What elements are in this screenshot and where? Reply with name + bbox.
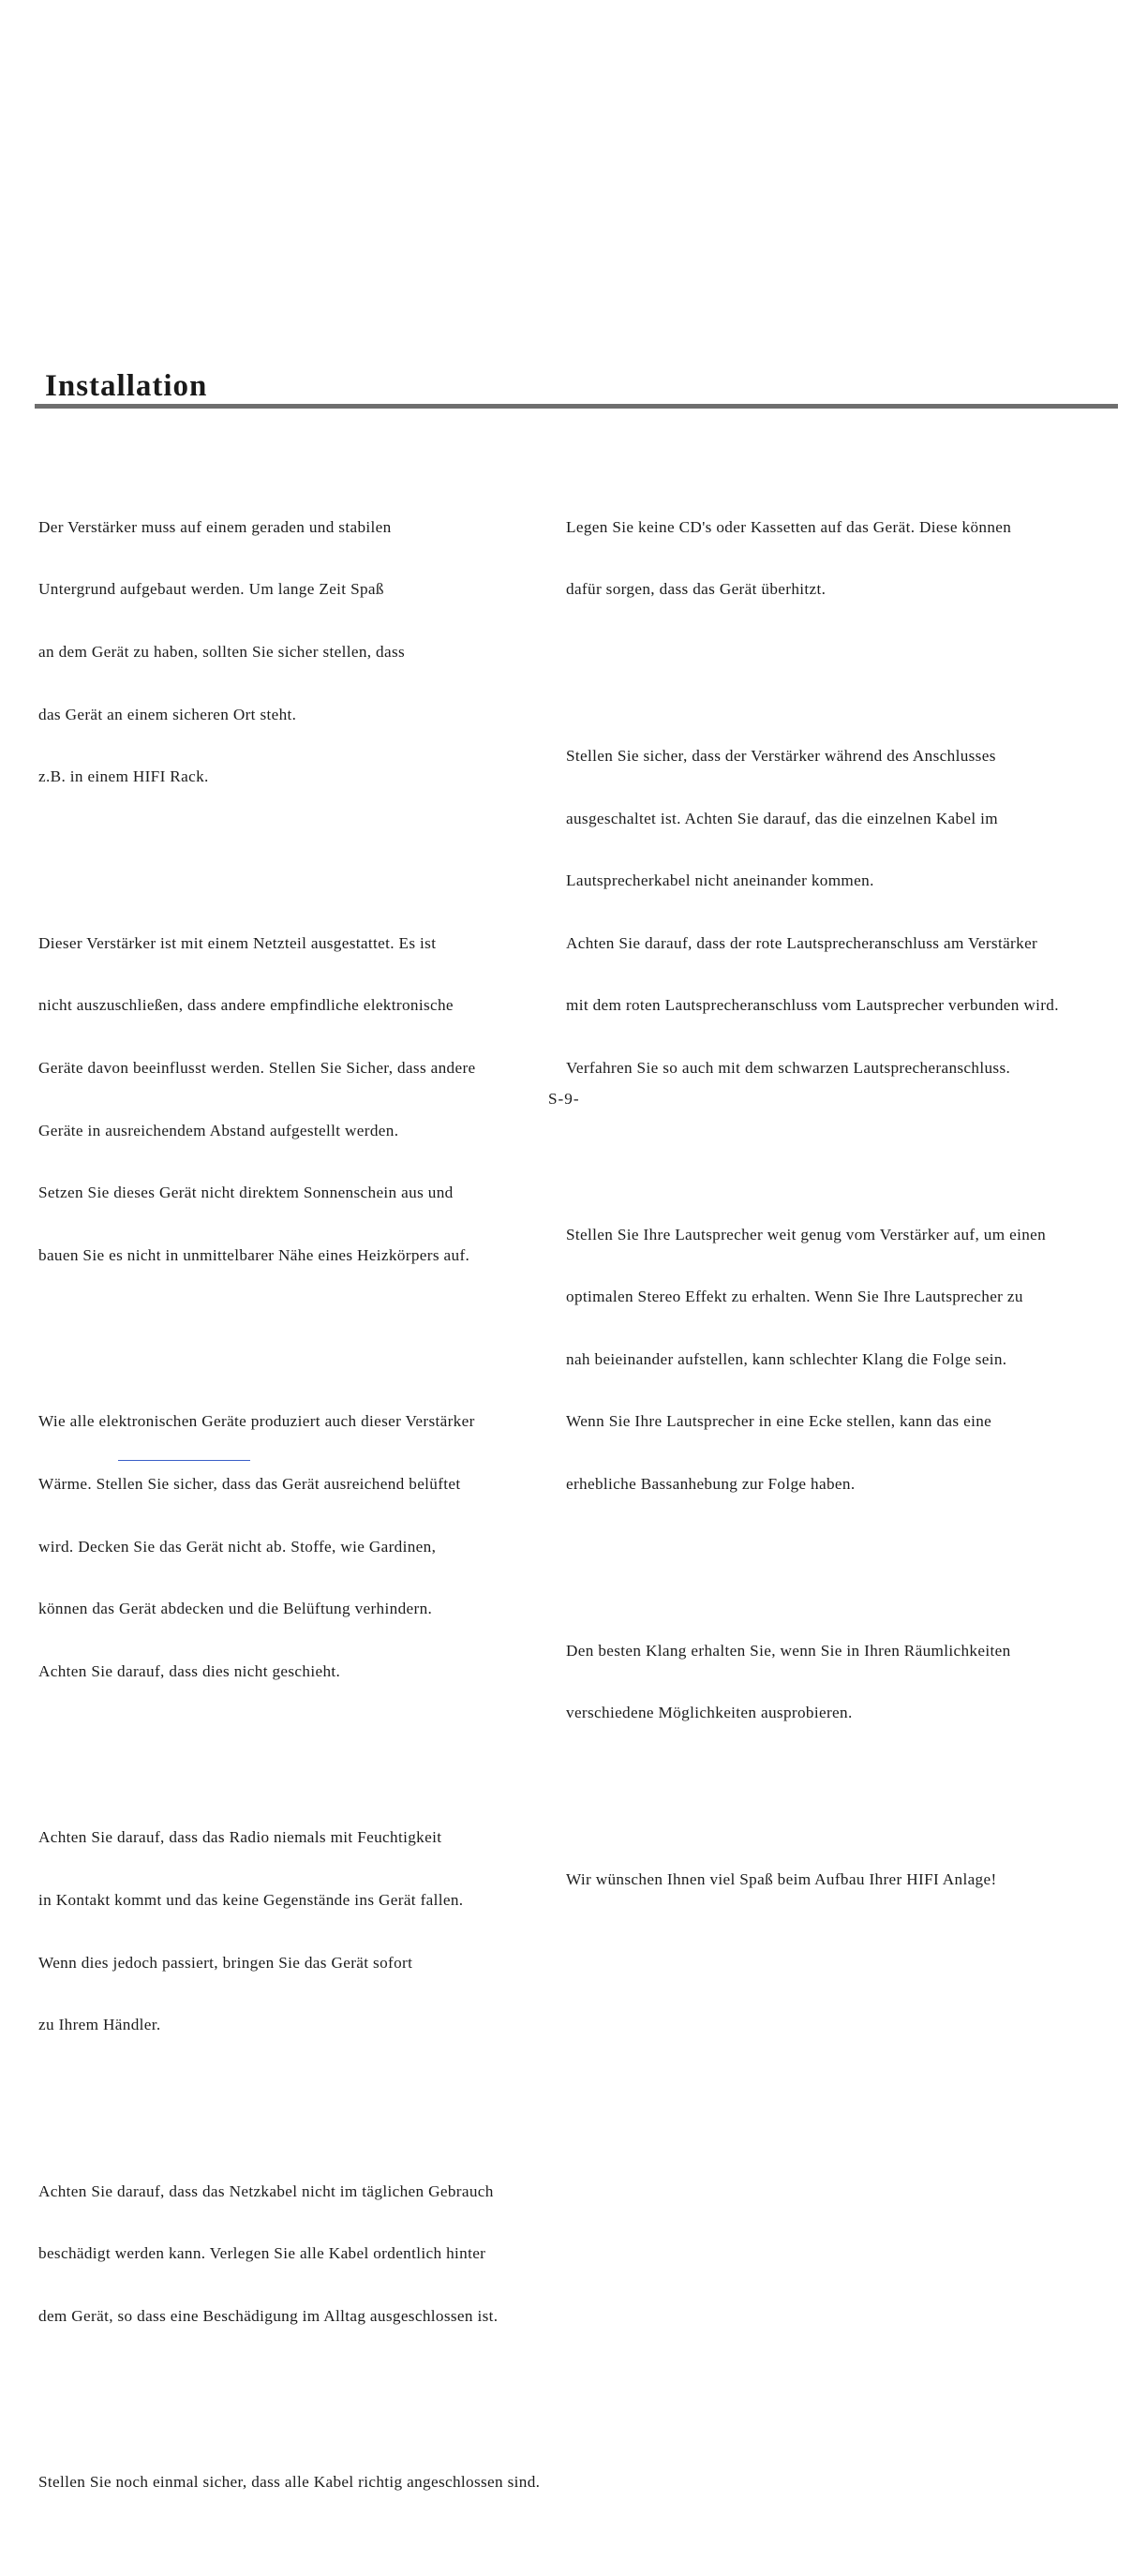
paragraph-speaker-connection <box>566 705 1128 1121</box>
page-number: S-9- <box>548 1090 580 1108</box>
text-line: Verfahren Sie so auch mit dem schwarzen Lautsprecheranschluss. <box>566 1058 1011 1077</box>
text-line: Der Verstärker muss auf einem geraden und stabilen <box>38 517 392 536</box>
text-line: wird. Decken Sie das Gerät nicht ab. Stoffe, wie Gardinen, <box>38 1537 437 1556</box>
text-line: Achten Sie darauf, dass der rote Lautsprecheranschluss am Verstärker <box>566 933 1038 952</box>
right-column <box>566 434 1128 1973</box>
page-title: Installation <box>45 369 208 403</box>
paragraph-no-media-on-device <box>566 475 1128 642</box>
text-line: verschiedene Möglichkeiten ausprobieren. <box>566 1704 853 1722</box>
paragraph-best-sound <box>566 1599 1128 1765</box>
paragraph-power-cable <box>38 2139 601 2368</box>
text-line: mit dem roten Lautsprecheranschluss vom Lautsprecher verbunden wird. <box>566 996 1059 1015</box>
title-divider <box>35 404 1118 409</box>
footer-divider <box>118 1460 250 1461</box>
text-line: Lautsprecherkabel nicht aneinander kommen. <box>566 871 874 890</box>
text-line: Untergrund aufgebaut werden. Um lange Zeit Spaß <box>38 580 384 599</box>
paragraph-power-supply <box>38 891 601 1307</box>
paragraph-speaker-placement <box>566 1183 1128 1536</box>
text-line: können das Gerät abdecken und die Belüftung verhindern. <box>38 1600 433 1618</box>
text-line: ausgeschaltet ist. Achten Sie darauf, das die einzelnen Kabel im <box>566 809 999 827</box>
paragraph-closing-wish <box>566 1827 1128 1931</box>
text-line: bauen Sie es nicht in unmittelbarer Nähe eines Heizkörpers auf. <box>38 1245 470 1264</box>
left-column <box>38 434 601 2576</box>
text-line: nah beieinander aufstellen, kann schlechter Klang die Folge sein. <box>566 1349 1007 1368</box>
text-line: Wenn dies jedoch passiert, bringen Sie das Gerät sofort <box>38 1953 413 1972</box>
text-line: Stellen Sie noch einmal sicher, dass alle Kabel richtig angeschlossen sind. <box>38 2473 541 2492</box>
paragraph-moisture <box>38 1786 601 2077</box>
text-line: Wir wünschen Ihnen viel Spaß beim Aufbau Ihrer HIFI Anlage! <box>566 1869 997 1888</box>
text-line: Dieser Verstärker ist mit einem Netzteil ausgestattet. Es ist <box>38 933 437 952</box>
text-line: Stellen Sie sicher, dass der Verstärker während des Anschlusses <box>566 747 996 765</box>
text-line: Geräte davon beeinflusst werden. Stellen Sie Sicher, dass andere <box>38 1058 476 1077</box>
text-line: optimalen Stereo Effekt zu erhalten. Wenn Sie Ihre Lautsprecher zu <box>566 1288 1023 1306</box>
text-line: Achten Sie darauf, dass das Radio niemals mit Feuchtigkeit <box>38 1828 442 1847</box>
text-line: dafür sorgen, dass das Gerät überhitzt. <box>566 580 827 599</box>
paragraph-cable-check <box>38 2431 601 2535</box>
text-line: dem Gerät, so dass eine Beschädigung im Alltag ausgeschlossen ist. <box>38 2306 499 2325</box>
paragraph-setup-location <box>38 475 601 828</box>
text-line: Achten Sie darauf, dass dies nicht geschieht. <box>38 1661 341 1680</box>
text-line: Geräte in ausreichendem Abstand aufgestellt werden. <box>38 1121 399 1139</box>
text-line: erhebliche Bassanhebung zur Folge haben. <box>566 1474 856 1493</box>
text-line: nicht auszuschließen, dass andere empfindliche elektronische <box>38 996 454 1015</box>
text-line: in Kontakt kommt und das keine Gegenstände ins Gerät fallen. <box>38 1890 464 1909</box>
text-line: Wie alle elektronischen Geräte produziert auch dieser Verstärker <box>38 1412 475 1431</box>
text-line: Stellen Sie Ihre Lautsprecher weit genug vom Verstärker auf, um einen <box>566 1225 1047 1243</box>
text-line: Wärme. Stellen Sie sicher, dass das Gerät ausreichend belüftet <box>38 1474 461 1493</box>
text-line: das Gerät an einem sicheren Ort steht. <box>38 705 297 723</box>
text-line: Legen Sie keine CD's oder Kassetten auf das Gerät. Diese können <box>566 517 1012 536</box>
text-line: Setzen Sie dieses Gerät nicht direktem Sonnenschein aus und <box>38 1184 454 1202</box>
text-line: z.B. in einem HIFI Rack. <box>38 767 209 786</box>
text-line: an dem Gerät zu haben, sollten Sie sicher stellen, dass <box>38 643 406 661</box>
text-line: Wenn Sie Ihre Lautsprecher in eine Ecke stellen, kann das eine <box>566 1412 992 1431</box>
text-line: Achten Sie darauf, dass das Netzkabel nicht im täglichen Gebrauch <box>38 2181 494 2200</box>
paragraph-ventilation <box>38 1370 601 1723</box>
text-line: Den besten Klang erhalten Sie, wenn Sie in Ihren Räumlichkeiten <box>566 1641 1011 1660</box>
text-line: beschädigt werden kann. Verlegen Sie alle Kabel ordentlich hinter <box>38 2244 486 2263</box>
text-line: zu Ihrem Händler. <box>38 2016 161 2034</box>
